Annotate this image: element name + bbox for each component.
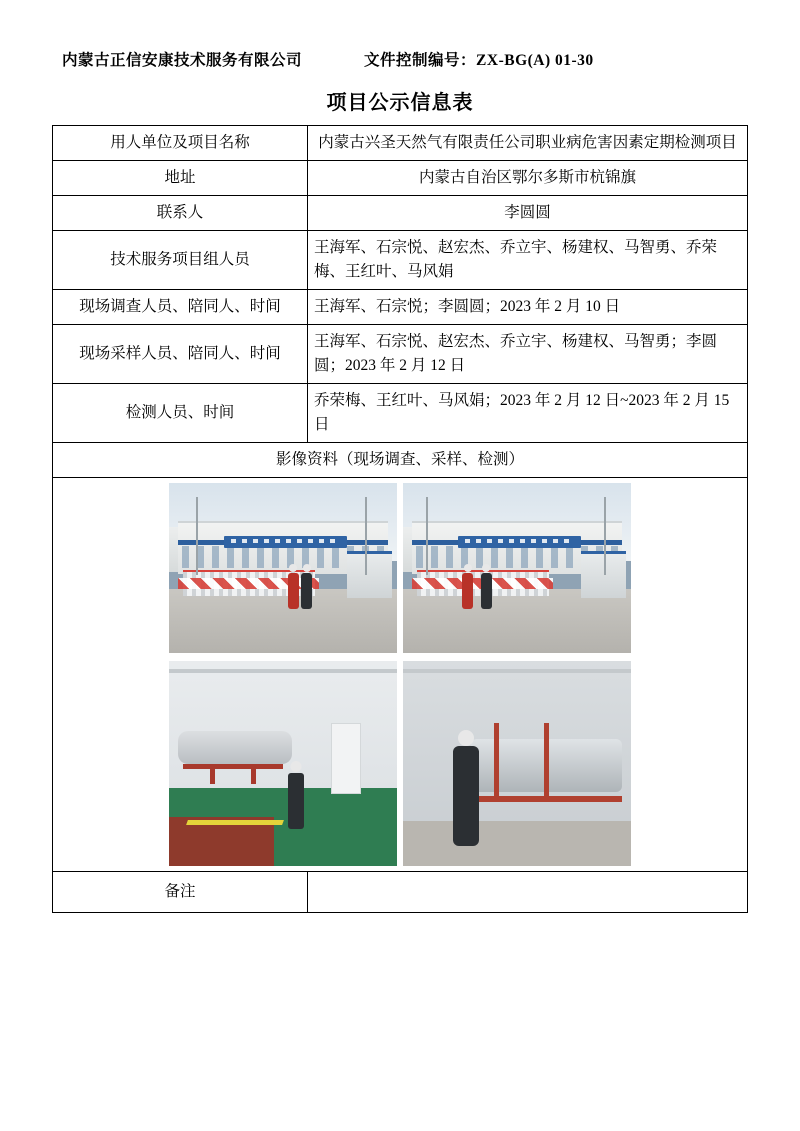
worker-head bbox=[289, 564, 297, 572]
wall-control-panel bbox=[331, 723, 360, 795]
interior-wall bbox=[169, 661, 397, 788]
row-label-survey: 现场调查人员、陪同人、时间 bbox=[53, 290, 308, 325]
row-value-employer: 内蒙古兴圣天然气有限责任公司职业病危害因素定期检测项目 bbox=[308, 126, 748, 161]
table-row bbox=[53, 325, 748, 384]
media-section-header: 影像资料（现场调查、采样、检测） bbox=[53, 443, 748, 478]
photo-row-bottom bbox=[169, 661, 631, 866]
ceiling-beam bbox=[169, 669, 397, 673]
table-row-media-header bbox=[53, 443, 748, 478]
worker-head bbox=[290, 761, 301, 772]
row-label-contact: 联系人 bbox=[53, 196, 308, 231]
photo-gate-inspection-1 bbox=[169, 483, 397, 653]
light-pole bbox=[426, 497, 428, 575]
floor-region bbox=[403, 821, 631, 866]
red-pipe bbox=[183, 764, 283, 769]
horizontal-tank bbox=[178, 731, 292, 764]
row-value-survey: 王海军、石宗悦；李圆圆；2023 年 2 月 10 日 bbox=[308, 290, 748, 325]
photo-row-top bbox=[169, 483, 631, 653]
detection-worker bbox=[453, 746, 479, 846]
worker-head bbox=[303, 564, 311, 572]
table-row-media bbox=[53, 478, 748, 872]
table-row bbox=[53, 196, 748, 231]
document-header bbox=[52, 48, 748, 70]
ceiling-beam bbox=[403, 669, 631, 673]
light-pole bbox=[196, 497, 198, 575]
red-pipe-riser bbox=[544, 723, 549, 801]
floor-marking-stripe bbox=[186, 820, 284, 825]
worker-head bbox=[482, 564, 490, 572]
table-row bbox=[53, 161, 748, 196]
row-value-sampling: 王海军、石宗悦、赵宏杰、乔立宇、杨建权、马智勇；李圆圆；2023 年 2 月 12 日 bbox=[308, 325, 748, 384]
photo-gate-inspection-2 bbox=[403, 483, 631, 653]
light-pole bbox=[604, 497, 606, 575]
guard-house bbox=[347, 551, 393, 598]
red-pipe-riser bbox=[251, 764, 256, 785]
remark-label: 备注 bbox=[53, 872, 308, 913]
table-row-remark bbox=[53, 872, 748, 913]
control-number bbox=[364, 48, 594, 70]
worker-head bbox=[458, 730, 474, 746]
worker-red-suit bbox=[288, 573, 299, 609]
remark-value bbox=[308, 872, 748, 913]
control-number-value: ZX-BG(A) 01-30 bbox=[476, 52, 594, 69]
table-row bbox=[53, 384, 748, 443]
red-pipe-riser bbox=[210, 764, 215, 785]
row-label-team: 技术服务项目组人员 bbox=[53, 231, 308, 290]
table-row bbox=[53, 290, 748, 325]
company-name: 内蒙古正信安康技术服务有限公司 bbox=[62, 52, 303, 69]
row-label-sampling: 现场采样人员、陪同人、时间 bbox=[53, 325, 308, 384]
worker-head bbox=[464, 564, 472, 572]
worker-dark-suit bbox=[481, 573, 492, 609]
control-number-label: 文件控制编号： bbox=[364, 52, 477, 69]
project-info-table bbox=[52, 125, 748, 913]
sampling-worker bbox=[288, 773, 304, 829]
row-value-address: 内蒙古自治区鄂尔多斯市杭锦旗 bbox=[308, 161, 748, 196]
row-value-contact: 李圆圆 bbox=[308, 196, 748, 231]
light-pole bbox=[365, 497, 367, 575]
media-cell bbox=[53, 478, 748, 872]
row-label-testing: 检测人员、时间 bbox=[53, 384, 308, 443]
page-title: 项目公示信息表 bbox=[326, 92, 474, 114]
row-label-address: 地址 bbox=[53, 161, 308, 196]
worker-dark-suit bbox=[301, 573, 312, 609]
worker-red-suit bbox=[462, 573, 473, 609]
photo-pipe-rack-detection bbox=[403, 661, 631, 866]
red-pipe-riser bbox=[494, 723, 499, 801]
photo-grid bbox=[59, 483, 741, 866]
plant-name-sign bbox=[458, 536, 581, 548]
row-value-testing: 乔荣梅、王红叶、马风娟；2023 年 2 月 12 日~2023 年 2 月 15 日 bbox=[308, 384, 748, 443]
plant-name-sign bbox=[224, 536, 347, 548]
row-value-team: 王海军、石宗悦、赵宏杰、乔立宇、杨建权、马智勇、乔荣梅、王红叶、马风娟 bbox=[308, 231, 748, 290]
photo-indoor-tank-sampling bbox=[169, 661, 397, 866]
row-label-employer: 用人单位及项目名称 bbox=[53, 126, 308, 161]
table-row bbox=[53, 231, 748, 290]
table-row bbox=[53, 126, 748, 161]
